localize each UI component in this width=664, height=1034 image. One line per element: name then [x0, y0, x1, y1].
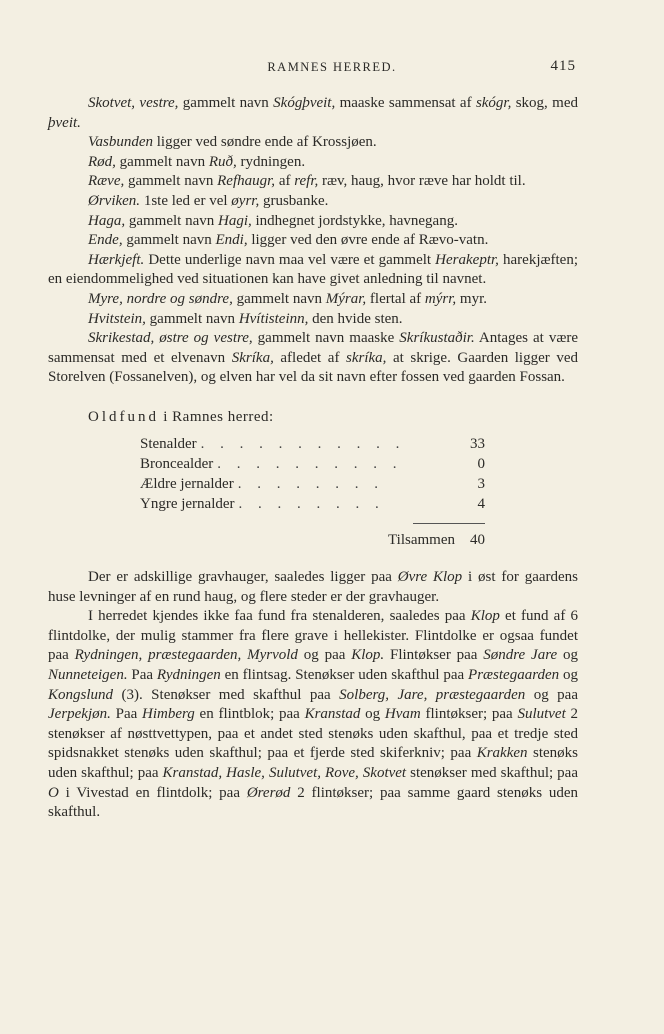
find-count: 33 — [470, 435, 485, 452]
para1-text-c: i øst for gaardens huse levninger af en rund haug, og flere steder er der gravhauger. — [48, 569, 579, 605]
paragraph-text: en flintsag. Stenøkser uden skafthul paa — [220, 667, 469, 684]
paragraph-text: og — [360, 706, 385, 723]
paragraph-text: og paa — [297, 647, 352, 664]
place-entry — [48, 212, 578, 232]
place-name: Solberg, Jare, præstegaarden — [339, 686, 526, 703]
oldfund-row — [140, 455, 485, 475]
paragraph-text: en flintblok; paa — [194, 706, 305, 723]
entry-text: gammelt navn — [232, 290, 326, 307]
entry-text: rydningen. — [236, 153, 306, 170]
paragraph-text: og — [559, 667, 578, 684]
place-name: Hvitstein, — [88, 310, 146, 327]
place-name: Krakken — [476, 745, 528, 762]
entry-text: harekjæften; en eiendommelighed ved situationen kan have givet anledning til navnet. — [48, 251, 578, 288]
old-form: skríka, — [346, 349, 387, 366]
entry-text: at skrige. Gaarden ligger ved Storelven (Fossanelven), og elven har vel da sit navn efter fossen ved gaarden Fossan. — [48, 349, 578, 386]
entry-text: ligger ved den øvre ende af Rævo-vatn. — [247, 232, 489, 249]
place-name: Nunneteigen. — [48, 667, 128, 684]
entry-text: afledet af — [273, 349, 347, 366]
old-form: mýrr, — [424, 290, 457, 307]
find-count: 0 — [477, 455, 485, 472]
entry-text: ligger ved søndre ende af Krossjøen. — [153, 134, 377, 151]
entry-text: gammelt navn maaske — [252, 330, 400, 347]
place-name: Klop. — [351, 647, 385, 664]
old-form: refr, — [294, 173, 319, 190]
entry-text: myr. — [456, 290, 487, 307]
entry-text: af — [275, 173, 295, 190]
entry-text: gammelt navn — [178, 95, 274, 111]
place-name: Rydningen, præstegaarden, Myrvold — [74, 647, 298, 664]
running-head: RAMNES HERRED. — [267, 60, 397, 74]
place-name: Myre, nordre og søndre, — [88, 290, 233, 307]
sum-rule — [413, 523, 485, 524]
paragraph-gravhauger — [48, 568, 578, 607]
place-entry — [48, 310, 578, 330]
entry-text: maaske sammensat af — [335, 95, 476, 111]
page-header — [48, 58, 616, 78]
entry-text: flertal af — [366, 290, 425, 307]
period-label: Yngre jernalder — [140, 495, 235, 512]
entry-text: den hvide sten. — [308, 310, 403, 327]
old-form: Herakeptr, — [435, 251, 499, 268]
paragraph-text: Paa — [110, 706, 143, 723]
entry-text: gammelt navn — [125, 212, 218, 229]
oldfund-total — [48, 531, 485, 551]
entry-text: ræv, haug, hvor ræve har holdt til. — [318, 173, 526, 190]
entry-text: gammelt navn — [122, 232, 216, 249]
old-form: Mýrar, — [325, 290, 367, 307]
place-entry — [48, 153, 578, 173]
oldfund-rows — [48, 435, 578, 515]
oldfund-title — [88, 408, 578, 428]
entry-text: skog, med — [511, 95, 578, 111]
place-entry — [48, 290, 578, 310]
old-form: Skógþveit, — [273, 95, 336, 111]
leader-dots: . . . . . . . . — [238, 495, 385, 512]
entry-text: grusbanke. — [259, 192, 329, 209]
place-name: Skotvet, vestre, — [88, 95, 179, 111]
paragraph-text: 2 flintøkser; paa samme gaard stenøks uden skafthul. — [48, 784, 578, 821]
paragraph-stenalder-fund — [48, 607, 578, 823]
page-number: 415 — [550, 58, 576, 74]
leader-dots: . . . . . . . . . . — [217, 455, 403, 472]
find-count: 4 — [477, 495, 485, 512]
oldfund-title-rest: i Ramnes herred: — [159, 408, 274, 425]
place-entry — [48, 251, 578, 290]
entry-text: gammelt navn — [115, 153, 209, 170]
oldfund-title-spaced: Oldfund — [88, 408, 159, 425]
place-entry — [48, 133, 578, 153]
paragraph-text: Flintøkser paa — [384, 647, 484, 664]
total-label: Tilsammen — [388, 531, 455, 548]
body-text — [48, 94, 578, 823]
entry-text: gammelt navn — [124, 173, 218, 190]
paragraph-text: og — [557, 647, 578, 664]
place-name: Jerpekjøn. — [48, 706, 111, 723]
place-name: Ørviken. — [88, 192, 141, 209]
paragraph-text: flintøkser; paa — [420, 706, 518, 723]
old-form: Skríkustaðir. — [399, 330, 475, 347]
place-entry — [48, 231, 578, 251]
old-form: Skríka, — [231, 349, 274, 366]
paragraph-text: stenøkser med skafthul; paa — [406, 765, 578, 782]
place-name: Kranstad — [304, 706, 361, 723]
old-form: Hagi, — [218, 212, 252, 229]
period-label: Stenalder — [140, 435, 197, 452]
oldfund-row — [140, 435, 485, 455]
paragraph-text: et fund af 6 flintdolke, der mulig stammer fra flere grave i hellekister. Flintdolke er ogsaa fundet paa — [48, 608, 578, 664]
period-label: Ældre jernalder — [140, 475, 234, 492]
oldfund-row — [140, 475, 485, 495]
old-form: Hvítisteinn, — [238, 310, 309, 327]
place-name: Haga, — [88, 212, 126, 229]
place-name: Klop — [470, 608, 500, 625]
entry-text: indhegnet jordstykke, havnegang. — [251, 212, 458, 229]
place-name: Kongslund — [48, 686, 114, 703]
paragraph-text: (3). Stenøkser med skafthul paa — [113, 686, 340, 703]
place-name: Kranstad, Hasle, Sulutvet, Rove, Skotvet — [162, 765, 407, 782]
find-count: 3 — [477, 475, 485, 492]
para1-text-a: Der er adskillige gravhauger, saaledes ligger paa — [88, 569, 398, 586]
place-name: Vasbunden — [88, 134, 153, 151]
place-entry — [48, 94, 578, 133]
paragraph-text: i Vivestad en flintdolk; paa — [58, 784, 247, 801]
place-name: O — [48, 784, 59, 801]
paragraph-text: og paa — [525, 686, 578, 703]
leader-dots: . . . . . . . . — [237, 475, 384, 492]
total-value: 40 — [470, 531, 485, 548]
place-name: Hvam — [384, 706, 421, 723]
paragraph-text: stenøks uden skafthul; paa — [48, 745, 578, 782]
paragraph-text: I herredet kjendes ikke faa fund fra stenalderen, saaledes paa — [88, 608, 471, 625]
place-name: Ende, — [88, 232, 123, 249]
paragraph-text: 2 stenøkser af nøsttvettypen, paa et andet sted stenøks uden skafthul, paa et tredje sted spidsnakket stenøks uden skafthul; paa et fjerde sted skiferkniv; paa — [48, 706, 579, 762]
old-form: Ruð, — [208, 153, 237, 170]
entry-text: Dette underlige navn maa vel være et gammelt — [144, 251, 436, 268]
entry-text: Antages at være sammensat med et elvenavn — [48, 330, 578, 366]
place-name: Præstegaarden — [468, 667, 560, 684]
leader-dots: . . . . . . . . . . . — [200, 435, 406, 452]
oldfund-table — [48, 408, 578, 550]
place-name: Rydningen — [156, 667, 221, 684]
old-form: Refhaugr, — [217, 173, 276, 190]
place-name: Hærkjeft. — [88, 251, 145, 268]
para1-place: Øvre Klop — [397, 569, 463, 586]
paragraph-text: Paa — [127, 667, 157, 684]
place-name-entries — [48, 94, 578, 388]
old-form: þveit. — [48, 114, 81, 131]
place-name: Ræve, — [88, 173, 125, 190]
place-name: Skrikestad, østre og vestre, — [88, 330, 253, 347]
period-label: Broncealder — [140, 455, 214, 472]
place-name: Ørerød — [246, 784, 291, 801]
oldfund-row — [140, 495, 485, 515]
old-form: skógr, — [475, 95, 512, 111]
old-form: Endi, — [215, 232, 248, 249]
entry-text: gammelt navn — [145, 310, 239, 327]
old-form: øyrr, — [231, 192, 260, 209]
place-name: Søndre Jare — [483, 647, 558, 664]
place-entry — [48, 172, 578, 192]
place-entry — [48, 192, 578, 212]
place-name: Himberg — [142, 706, 195, 723]
place-name: Sulutvet — [517, 706, 566, 723]
place-entry — [48, 329, 578, 388]
entry-text: 1ste led er vel — [140, 192, 232, 209]
place-name: Rød, — [88, 153, 116, 170]
